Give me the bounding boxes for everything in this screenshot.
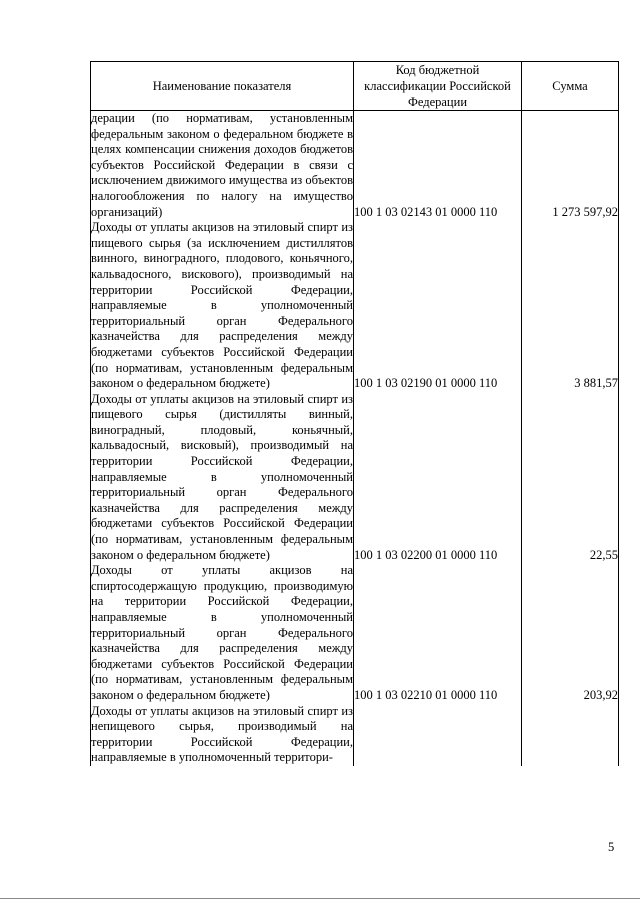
budget-revenue-table: [90, 61, 619, 766]
row-sum: 3 881,57: [522, 220, 619, 392]
row-indicator-name: Доходы от уплаты акцизов на этиловый спирт из пищевого сырья (за исключением дистиллятов винного, виноградного, плодового, коньячного, кальвадосного, вискового), производимый на территории Российской Федерации, направляемые в уполномоченный территориальный орган Федерального казначейства для распределения между бюджетами субъектов Российской Федерации (по нормативам, установленным федеральным законом о федеральном бюджете): [91, 220, 353, 391]
row-indicator-name: Доходы от уплаты акцизов на спиртосодержащую продукцию, производимую на территории Российской Федерации, направляемые в уполномоченный территориальный орган Федерального казначейства для распределения между бюджетами субъектов Российской Федерации (по нормативам, установленным федеральным законом о федеральном бюджете): [91, 563, 353, 702]
row-indicator-name: Доходы от уплаты акцизов на этиловый спирт из пищевого сырья (дистилляты винный, виноградный, плодовый, коньячный, кальвадосный, висковый), производимый на территории Российской Федерации, направляемые в уполномоченный территориальный орган Федерального казначейства для распределения между бюджетами субъектов Российской Федерации (по нормативам, установленным федеральным законом о федеральном бюджете): [91, 391, 353, 562]
table-row: [91, 111, 619, 221]
row-budget-code: 100 1 03 02210 01 0000 110: [354, 563, 522, 703]
table-row: [91, 392, 619, 564]
document-page: [90, 61, 618, 766]
row-sum: [522, 704, 619, 766]
table-row: [91, 220, 619, 392]
row-budget-code: 100 1 03 02143 01 0000 110: [354, 111, 522, 221]
row-sum: 1 273 597,92: [522, 111, 619, 221]
header-budget-code: Код бюджетной классификации Российской Федерации: [354, 62, 522, 111]
row-indicator-name: Доходы от уплаты акцизов на этиловый спирт из непищевого сырья, производимый на территории Российской Федерации, направляемые в уполномоченный территори-: [91, 703, 353, 765]
row-budget-code: 100 1 03 02200 01 0000 110: [354, 392, 522, 564]
table-row: [91, 704, 619, 766]
row-budget-code: [354, 704, 522, 766]
page-number: 5: [608, 840, 615, 854]
scan-bottom-edge: [0, 898, 640, 899]
table-row: [91, 563, 619, 703]
row-sum: 203,92: [522, 563, 619, 703]
row-sum: 22,55: [522, 392, 619, 564]
header-sum: Сумма: [522, 62, 619, 111]
row-budget-code: 100 1 03 02190 01 0000 110: [354, 220, 522, 392]
header-indicator-name: Наименование показателя: [91, 62, 354, 111]
row-indicator-name: дерации (по нормативам, установленным федеральным законом о федеральном бюджете в целях компенсации снижения доходов бюджетов субъектов Российской Федерации в связи с исключением движимого имущества из объектов налогообложения по налогу на имущество организаций): [91, 111, 354, 219]
table-header-row: [91, 62, 619, 111]
